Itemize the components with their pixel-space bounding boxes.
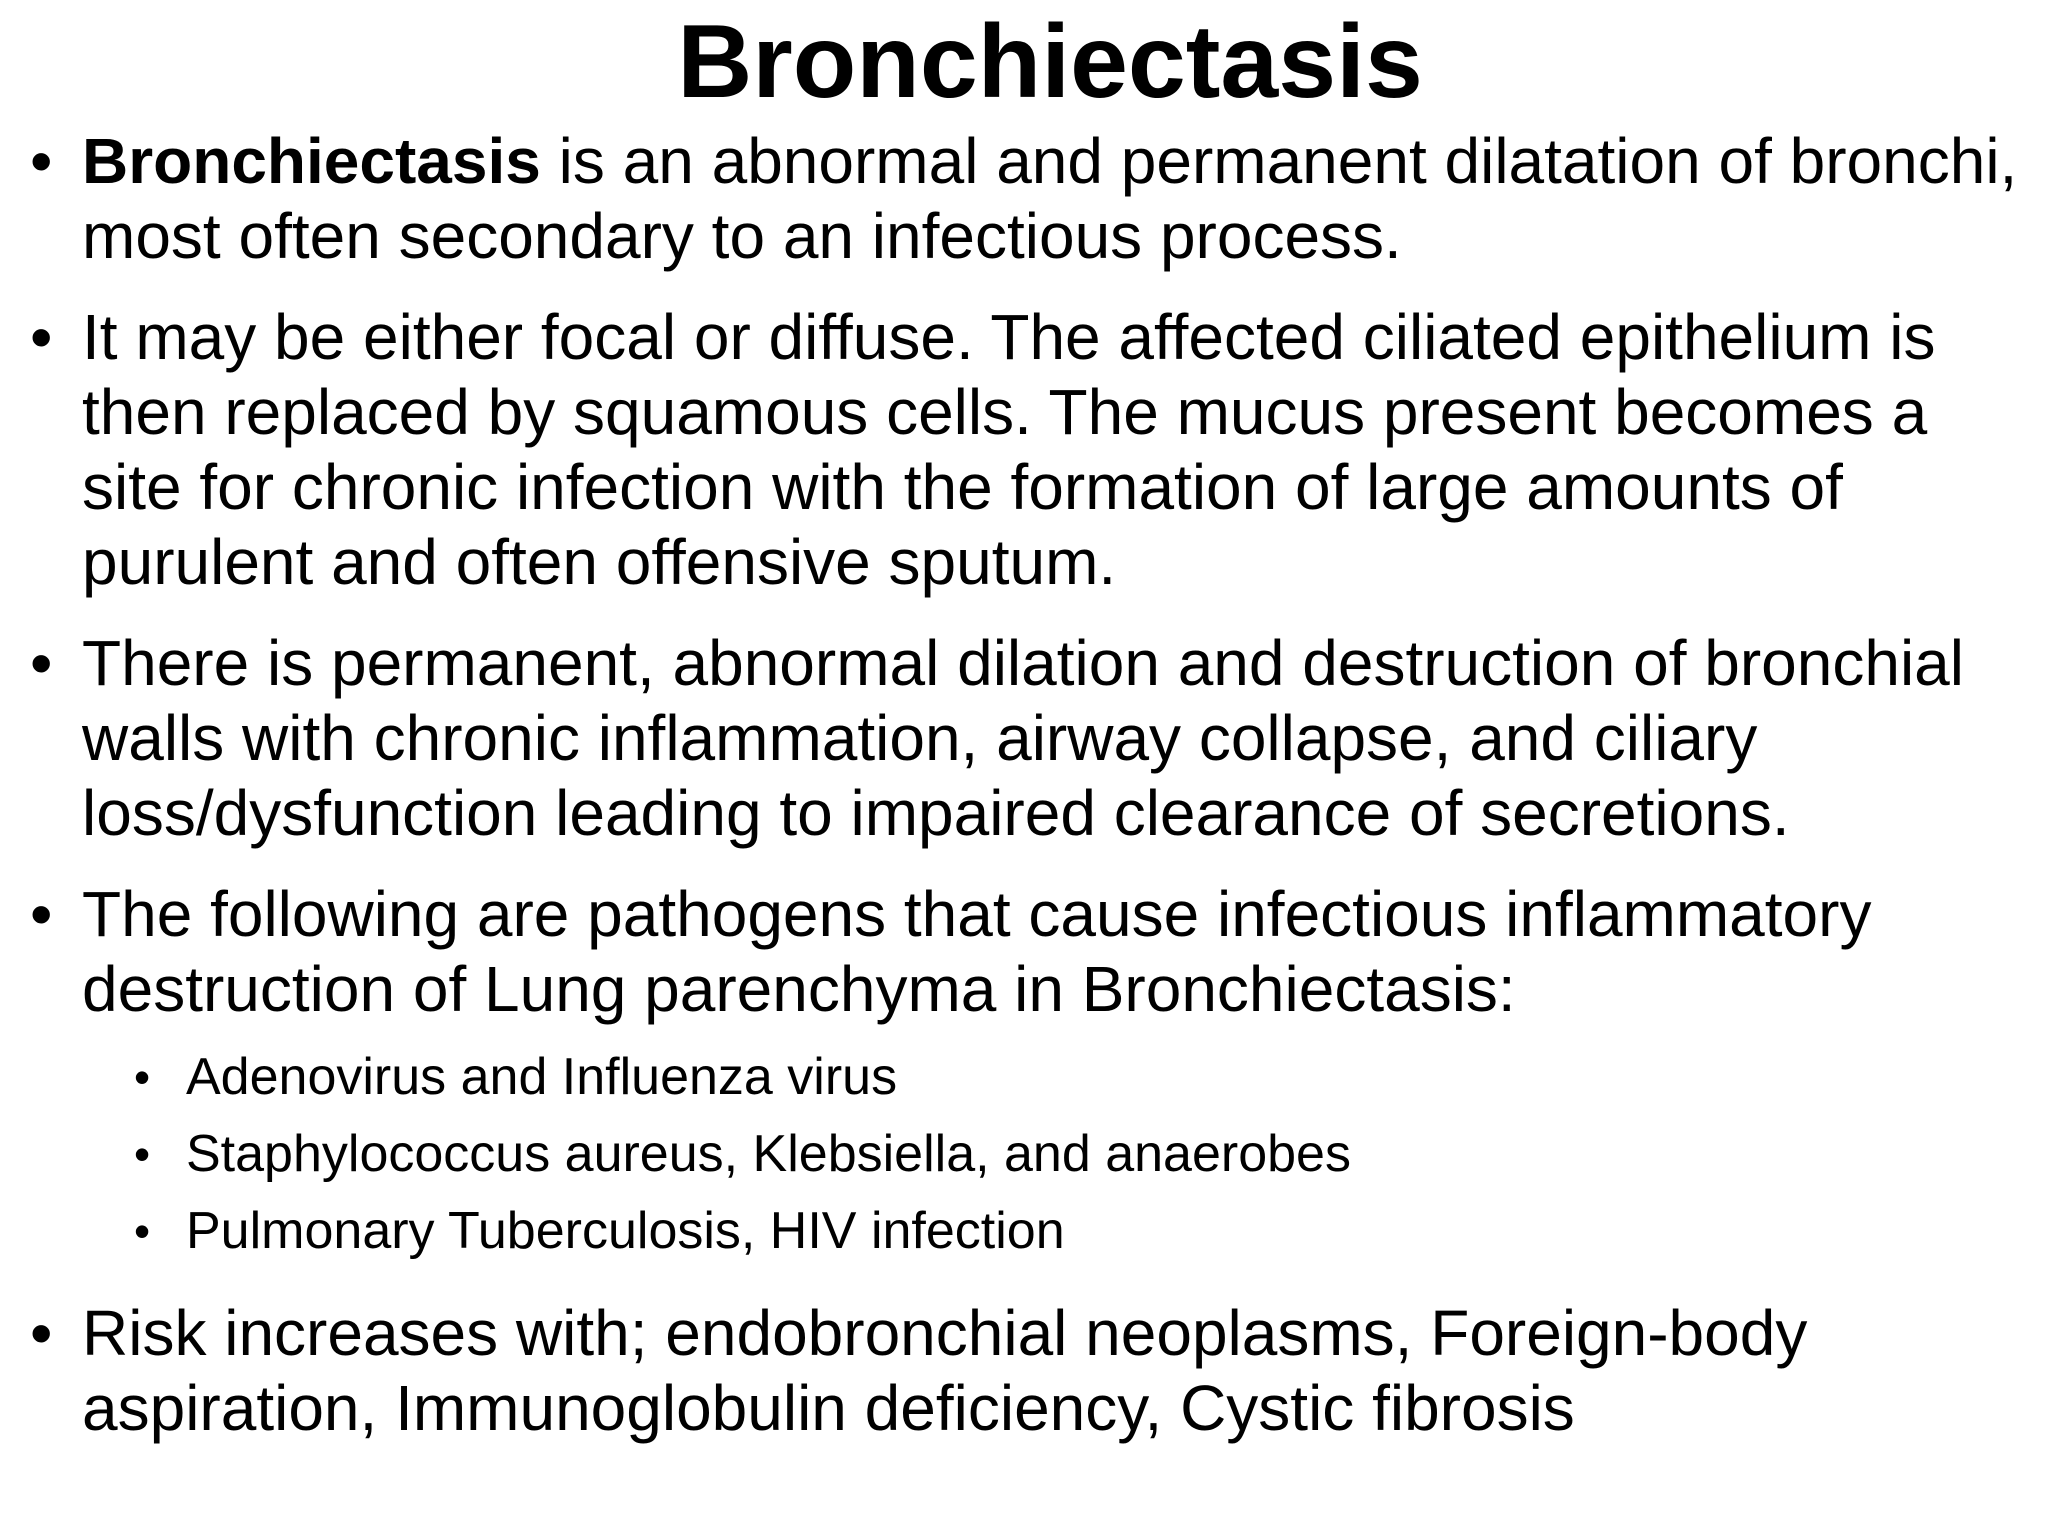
bullet-item-pathogens — [0, 877, 2048, 1270]
sub-item-text: Adenovirus and Influenza virus — [186, 1048, 898, 1106]
bullet-list — [0, 124, 2048, 1472]
bullet-dot: • — [30, 627, 53, 699]
sub-bullet-dot: • — [134, 1205, 151, 1257]
bullet-item-risk-factors — [0, 1296, 2048, 1446]
bullet-dot: • — [30, 1297, 53, 1369]
bullet-item-definition — [0, 124, 2048, 274]
bullet-dot: • — [30, 878, 53, 950]
sub-item-text: Pulmonary Tuberculosis, HIV infection — [186, 1202, 1065, 1260]
sub-item-viruses — [82, 1039, 2028, 1116]
bullet-dot: • — [30, 301, 53, 373]
bullet-text: It may be either focal or diffuse. The affected ciliated epithelium is then replaced by squamous cells. The mucus present becomes a site for chronic infection with the formation of large amounts of purulent and often offensive sputum. — [82, 301, 1936, 598]
sub-item-text: Staphylococcus aureus, Klebsiella, and anaerobes — [186, 1125, 1351, 1183]
sub-item-bacteria — [82, 1116, 2028, 1193]
bullet-text: Risk increases with; endobronchial neoplasms, Foreign-body aspiration, Immunoglobulin deficiency, Cystic fibrosis — [82, 1297, 1808, 1444]
bullet-dot: • — [30, 125, 53, 197]
bullet-lead-term: Bronchiectasis — [82, 125, 541, 197]
bullet-text: There is permanent, abnormal dilation and destruction of bronchial walls with chronic inflammation, airway collapse, and ciliary loss/dysfunction leading to impaired clearance of secretions. — [82, 627, 1964, 849]
bullet-item-pathology — [0, 300, 2048, 600]
sub-item-tb-hiv — [82, 1193, 2028, 1270]
bullet-text: is an abnormal and permanent dilatation of bronchi, most often secondary to an infectious process. — [82, 125, 2018, 272]
bullet-item-mechanism — [0, 626, 2048, 851]
sub-bullet-dot: • — [134, 1128, 151, 1180]
bullet-text: The following are pathogens that cause infectious inflammatory destruction of Lung parenchyma in Bronchiectasis: — [82, 878, 1872, 1025]
pathogen-sub-list — [82, 1039, 2028, 1270]
slide-title: Bronchiectasis — [677, 4, 1423, 120]
sub-bullet-dot: • — [134, 1051, 151, 1103]
